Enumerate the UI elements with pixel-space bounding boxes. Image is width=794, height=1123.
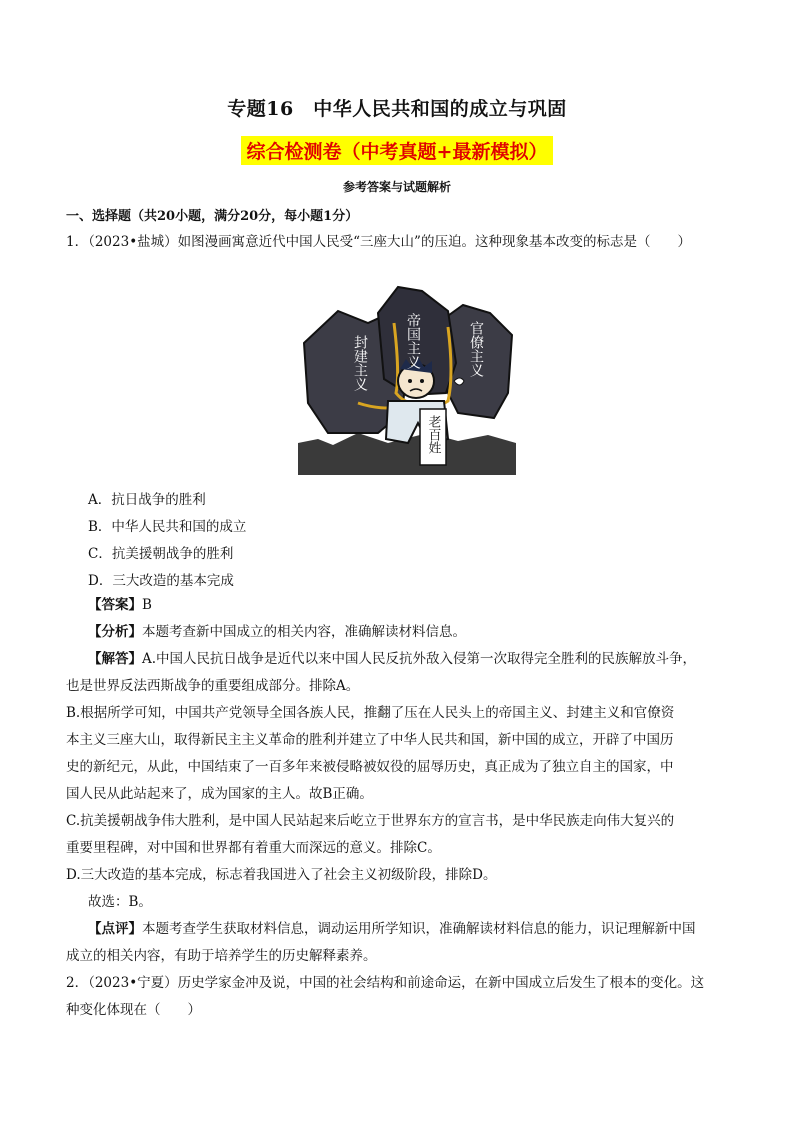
- answer-heading: 参考答案与试题解析: [342, 180, 451, 194]
- label-guanliao: 官僚主义: [468, 321, 484, 377]
- q1-option-d: D．三大改造的基本完成: [88, 573, 234, 589]
- page-title: 专题16 中华人民共和国的成立与巩固: [227, 98, 567, 120]
- q1-explain-line-3: B.根据所学可知，中国共产党领导全国各族人民，推翻了压在人民头上的帝国主义、封建主义和官僚资: [66, 705, 675, 721]
- three-mountains-cartoon: [298, 283, 516, 475]
- q1-answer: [88, 595, 152, 615]
- section-heading: 一、选择题（共20小题，满分20分，每小题1分）: [66, 209, 359, 224]
- q1-explain-line-5: 史的新纪元，从此，中国结束了一百多年来被侵略被奴役的屈辱历史，真正成为了独立自主的国家，中: [66, 759, 674, 775]
- label-diguo: 帝国主义: [405, 313, 421, 369]
- comment-text: 本题考查学生获取材料信息，调动运用所学知识，准确解读材料信息的能力，识记理解新中国: [142, 921, 696, 937]
- q1-explain-line-8: 重要里程碑，对中国和世界都有着重大而深远的意义。排除C。: [66, 840, 441, 856]
- q1-explain-line-9: D.三大改造的基本完成，标志着我国进入了社会主义初级阶段，排除D。: [66, 867, 497, 883]
- q1-analysis: [88, 622, 466, 642]
- q2-stem-line-1: 2．（2023•宁夏）历史学家金冲及说，中国的社会结构和前途命运，在新中国成立后发生了根本的变化。这: [66, 975, 705, 991]
- q1-explain-line-1: [88, 649, 696, 669]
- explain-tag: 【解答】: [88, 651, 142, 667]
- q1-explain-line-4: 本主义三座大山，取得新民主主义革命的胜利并建立了中华人民共和国，新中国的成立，开辟了中国历: [66, 732, 674, 748]
- explain-text: A.中国人民抗日战争是近代以来中国人民反抗外敌入侵第一次取得完全胜利的民族解放斗争，: [142, 651, 697, 667]
- q1-stem: 1．（2023•盐城）如图漫画寓意近代中国人民受“三座大山”的压迫。这种现象基本改变的标志是（ ）: [66, 234, 691, 250]
- label-laobaixing: 老百姓: [425, 415, 441, 454]
- comment-tag: 【点评】: [88, 921, 142, 937]
- subtitle-wrap: [0, 136, 794, 165]
- page-subtitle: 综合检测卷（中考真题+最新模拟）: [241, 136, 554, 165]
- q1-comment-line-1: [88, 919, 696, 939]
- answer-tag: 【答案】: [88, 597, 142, 613]
- answer-value: B: [142, 597, 152, 613]
- label-fengjian: 封建主义: [352, 335, 368, 391]
- analysis-text: 本题考查新中国成立的相关内容，准确解读材料信息。: [142, 624, 466, 640]
- q1-explain-line-6: 国人民从此站起来了，成为国家的主人。故B正确。: [66, 786, 373, 802]
- q1-option-a: A．抗日战争的胜利: [88, 492, 206, 508]
- q1-explain-line-7: C.抗美援朝战争伟大胜利，是中国人民站起来后屹立于世界东方的宣言书，是中华民族走向伟大复兴的: [66, 813, 675, 829]
- q1-comment-line-2: 成立的相关内容，有助于培养学生的历史解释素养。: [66, 948, 377, 964]
- q1-explain-line-2: 也是世界反法西斯战争的重要组成部分。排除A。: [66, 678, 360, 694]
- analysis-tag: 【分析】: [88, 624, 142, 640]
- q1-option-c: C．抗美援朝战争的胜利: [88, 546, 234, 562]
- q1-option-b: B．中华人民共和国的成立: [88, 519, 247, 535]
- q1-explain-line-10: 故选：B。: [88, 894, 152, 910]
- q2-stem-line-2: 种变化体现在（ ）: [66, 1002, 201, 1018]
